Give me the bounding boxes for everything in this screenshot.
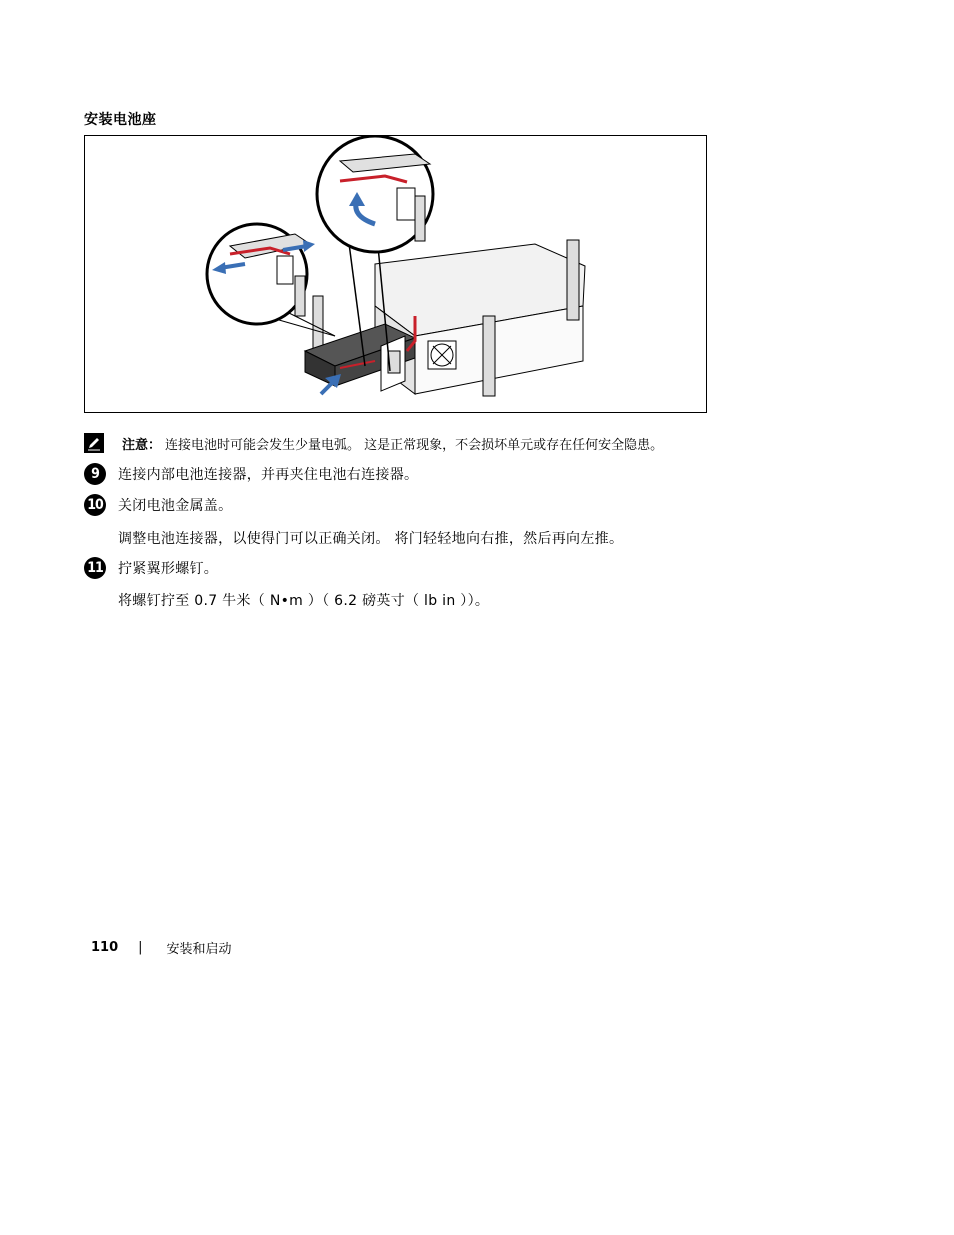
step-number-badge: 9 [84, 463, 106, 485]
section-heading: 安装电池座 [84, 112, 157, 128]
step-number-badge: 10 [84, 494, 106, 516]
step-11 [84, 557, 218, 579]
page-number: 110 [91, 940, 119, 955]
step-9 [84, 463, 418, 485]
step-number-badge: 11 [84, 557, 106, 579]
battery-install-illustration [84, 135, 707, 413]
chapter-title: 安装和启动 [166, 942, 232, 957]
note-row [84, 433, 663, 453]
footer-separator: | [138, 940, 143, 955]
ups-cabinet-drawing [305, 240, 585, 396]
step-10-detail: 调整电池连接器，以使得门可以正确关闭。 将门轻轻地向右推，然后再向左推。 [118, 531, 624, 547]
step-text: 连接内部电池连接器，并再夹住电池右连接器。 [118, 467, 419, 483]
step-text: 拧紧翼形螺钉。 [118, 561, 219, 577]
note-label: 注意： [122, 437, 162, 453]
step-10 [84, 494, 232, 516]
page-footer [91, 938, 232, 957]
pencil-note-icon [84, 433, 104, 453]
note-text: 连接电池时可能会发生少量电弧。 这是正常现象，不会损坏单元或存在任何安全隐患。 [165, 437, 664, 453]
step-text: 关闭电池金属盖。 [118, 498, 233, 514]
step-11-detail: 将螺钉拧至 0.7 牛米（ N•m ）（ 6.2 磅英寸（ lb in ））。 [118, 593, 490, 609]
